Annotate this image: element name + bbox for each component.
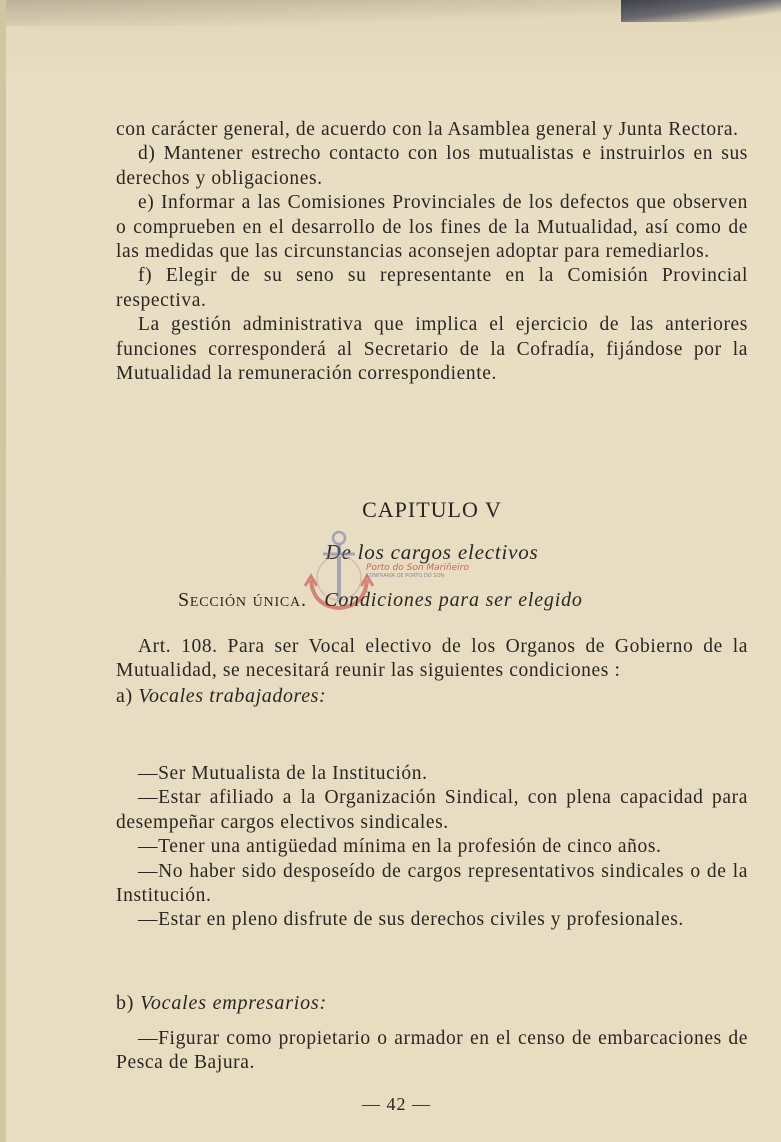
group-b-label: Vocales empresarios:	[140, 992, 327, 1014]
page-number: — 42 —	[362, 1094, 431, 1114]
paragraph-d: d) Mantener estrecho contacto con los mutualistas e instruirlos en sus derechos y obligaciones.	[116, 143, 748, 189]
group-b-heading	[116, 992, 327, 1015]
paragraph-e: e) Informar a las Comisiones Provinciales de los defectos que observen o comprueben en el desarrollo de los fines de la Mutualidad, así como de las medidas que las circunstancias aconsejen adoptar para remediarlos.	[116, 192, 748, 263]
chapter-subtitle: De los cargos electivos	[325, 540, 539, 564]
paragraph-f: f) Elegir de su seno su representante en la Comisión Provincial respectiva.	[116, 265, 748, 311]
section-title: Condiciones para ser elegido	[324, 589, 583, 611]
section-label: Sección única.	[178, 589, 307, 611]
page-corner-shadow	[621, 0, 781, 22]
list-item: —Tener una antigüedad mínima en la profesión de cinco años.	[138, 836, 662, 858]
stamp-caption	[366, 563, 496, 579]
group-b-marker: b)	[116, 992, 135, 1014]
list-item: —No haber sido desposeído de cargos representativos sindicales o de la Institución.	[116, 860, 748, 907]
group-a-label: Vocales trabajadores:	[138, 684, 327, 707]
chapter-title: CAPITULO V	[362, 497, 502, 522]
group-a-marker: a)	[116, 684, 133, 707]
list-item: —Ser Mutualista de la Institución.	[138, 763, 428, 784]
group-b-list	[116, 1027, 748, 1076]
group-a-heading	[116, 684, 748, 708]
list-item: —Figurar como propietario o armador en el censo de embarcaciones de Pesca de Bajura.	[116, 1028, 748, 1074]
stamp-line-1: Porto do Son Mariñeiro	[366, 563, 469, 573]
group-a-list	[116, 762, 748, 933]
article-block	[116, 635, 748, 708]
stamp-line-2: CONFRARÍA DE PORTO DO SON	[366, 573, 445, 579]
list-item: —Estar en pleno disfrute de sus derechos civiles y profesionales.	[138, 909, 684, 931]
article-108: Art. 108. Para ser Vocal electivo de los Organos de Gobierno de la Mutualidad, se necesitará reunir las siguientes condiciones :	[116, 636, 748, 682]
paragraph-gestion: La gestión administrativa que implica el ejercicio de las anteriores funciones corresponderá al Secretario de la Cofradía, fijándose por la Mutualidad la remuneración correspondiente.	[116, 314, 748, 385]
list-item: —Estar afiliado a la Organización Sindical, con plena capacidad para desempeñar cargos electivos sindicales.	[116, 787, 748, 833]
top-text-block	[116, 118, 748, 386]
paragraph-continuation: con carácter general, de acuerdo con la Asamblea general y Junta Rectora.	[116, 119, 739, 140]
section-heading	[178, 589, 698, 612]
